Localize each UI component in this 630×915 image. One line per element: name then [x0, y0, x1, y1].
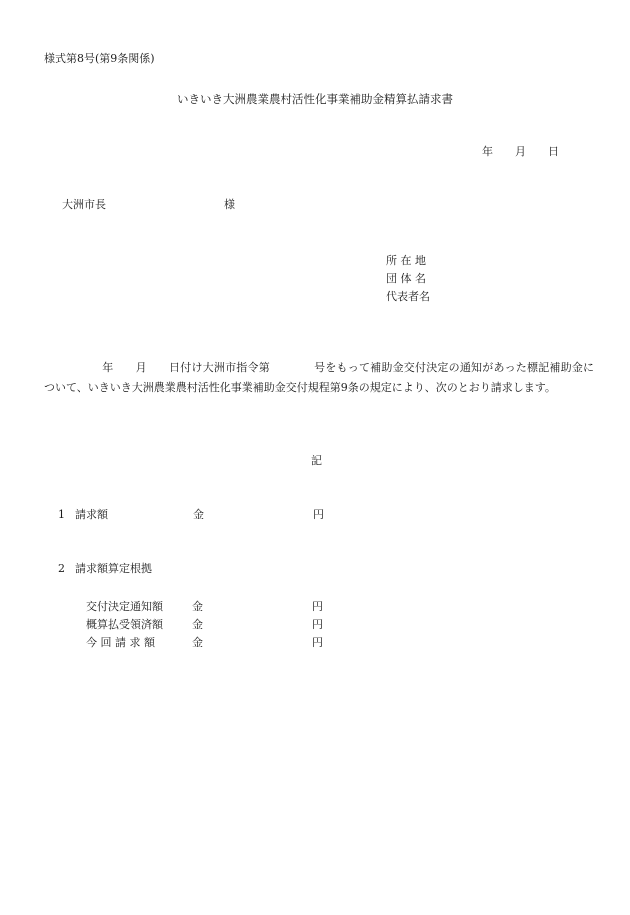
request-body-paragraph — [44, 358, 594, 398]
calculation-basis-heading — [58, 562, 152, 576]
item1-yen: 円 — [313, 508, 324, 521]
form-number: 様式第8号(第9条関係) — [44, 52, 155, 65]
body-part1: 日付け大洲市指令第 — [168, 361, 270, 374]
breakdown-label: 交付決定通知額 — [86, 600, 163, 613]
applicant-address-label: 所 在 地 — [386, 254, 426, 267]
date-year-label: 年 — [482, 145, 493, 158]
breakdown-row — [86, 634, 323, 652]
date-month-label: 月 — [515, 145, 526, 158]
body-year: 年 — [102, 361, 114, 374]
applicant-block — [386, 252, 430, 306]
item2-label: 請求額算定根拠 — [75, 562, 152, 575]
breakdown-yen: 円 — [312, 618, 323, 631]
breakdown-yen: 円 — [312, 600, 323, 613]
item2-number: 2 — [58, 562, 65, 575]
item1-number: 1 — [58, 508, 65, 521]
breakdown-kin: 金 — [192, 600, 203, 613]
addressee-honorific: 様 — [224, 198, 235, 211]
body-part2: 号をもって補助金交付決定の通知があった標記補助金について、いきいき大洲農業農村活性化事業補助金交付規程第9条の規定により、次のとおり請求します。 — [44, 361, 595, 394]
date-day-label: 日 — [548, 145, 559, 158]
document-title: いきいき大洲農業農村活性化事業補助金精算払請求書 — [177, 92, 453, 106]
breakdown-label: 概算払受領済額 — [86, 618, 163, 631]
date-line — [482, 145, 559, 159]
item1-kin: 金 — [193, 508, 204, 521]
breakdown-row — [86, 598, 323, 616]
body-month: 月 — [135, 361, 147, 374]
request-amount-row — [58, 508, 324, 522]
item1-label: 請求額 — [75, 508, 108, 521]
addressee-name: 大洲市長 — [62, 198, 106, 211]
addressee — [62, 198, 235, 212]
ki-heading: 記 — [311, 454, 322, 467]
breakdown-kin: 金 — [192, 618, 203, 631]
breakdown-kin: 金 — [192, 636, 203, 649]
calculation-breakdown — [86, 598, 323, 652]
applicant-org-label: 団 体 名 — [386, 272, 426, 285]
breakdown-label: 今 回 請 求 額 — [86, 636, 155, 649]
breakdown-row — [86, 616, 323, 634]
applicant-rep-label: 代表者名 — [386, 290, 430, 303]
breakdown-yen: 円 — [312, 636, 323, 649]
